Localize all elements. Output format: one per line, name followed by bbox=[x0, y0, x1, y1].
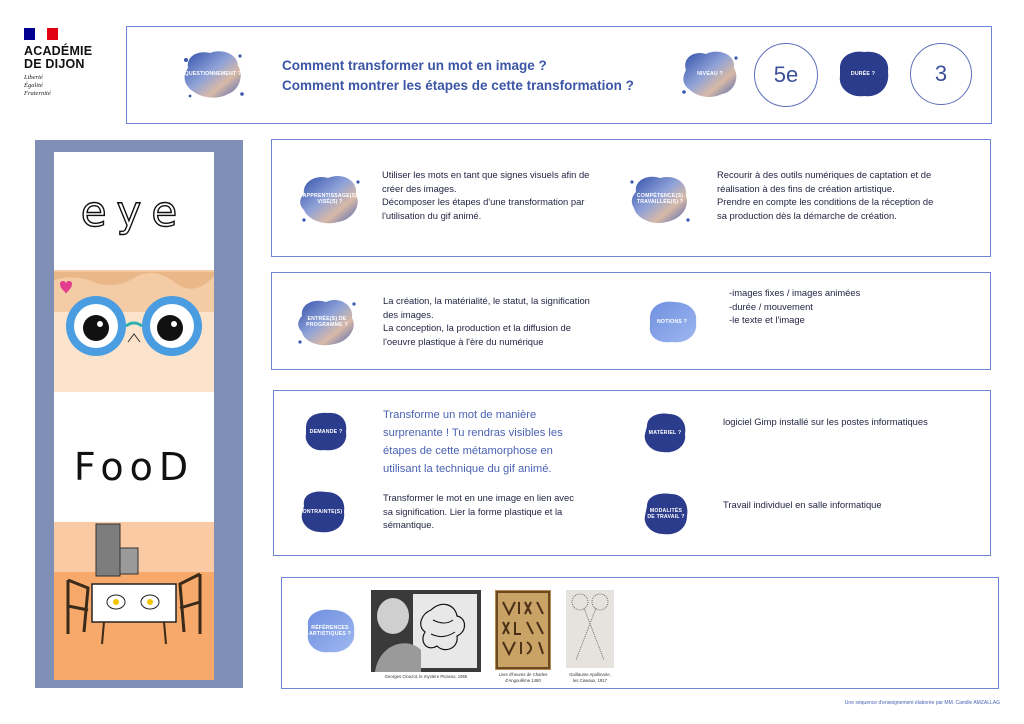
questionnement-blob bbox=[180, 46, 246, 102]
duree-blob bbox=[834, 46, 892, 102]
duree-value: 3 bbox=[910, 43, 972, 105]
reference-caption-picasso: Georges Clouzot, le mystère Picasso, 1955 bbox=[384, 674, 468, 679]
reference-image-picasso bbox=[371, 590, 481, 672]
questionnement-label: QUESTIONNEMENT ? bbox=[184, 70, 242, 77]
demande-label: DEMANDE ? bbox=[309, 428, 343, 435]
question-line-1: Comment transformer un mot en image ? bbox=[282, 58, 547, 73]
work-eye-drawing bbox=[54, 270, 214, 392]
demande-text: Transforme un mot de manière surprenante ! Tu rendras visibles les étapes de cette métamorphose en utilisant la technique du gif animé. bbox=[383, 409, 563, 475]
reference-image-livre-heures bbox=[495, 590, 551, 670]
competences-text: Recourir à des outils numériques de captation et de réalisation à des fins de création artistique. Prendre en compte les conditions de la réception de sa production dès la démarche de création. bbox=[717, 169, 934, 221]
apprentissages-label: APPRENTISSAGE(S) VISÉ(S) ? bbox=[302, 192, 358, 205]
modalites-label: MODALITÉS DE TRAVAIL ? bbox=[647, 507, 685, 520]
contraintes-label: CONTRAINTE(S) ? bbox=[298, 508, 348, 515]
footer-credit: Une séquence d'enseignement élaborée par MM. Camille AMZALLAG bbox=[844, 700, 1000, 706]
apprentissages-text: Utiliser les mots en tant que signes visuels afin de créer des images. Décomposer les étapes d'une transformation par l'utilisation du gif animé. bbox=[382, 169, 590, 221]
apprentissages-blob bbox=[296, 170, 364, 228]
materiel-label: MATÉRIEL ? bbox=[648, 429, 682, 436]
logo-title-line1: ACADÉMIE bbox=[24, 44, 93, 58]
notions-label: NOTIONS ? bbox=[656, 318, 688, 325]
notions-blob bbox=[644, 298, 700, 346]
work-food-drawing bbox=[54, 522, 214, 680]
demande-blob bbox=[302, 410, 350, 454]
references-blob bbox=[302, 606, 358, 656]
competences-blob bbox=[626, 170, 694, 228]
notions-text: -images fixes / images animées -durée / mouvement -le texte et l'image bbox=[729, 287, 861, 325]
modalites-text: Travail individuel en salle informatique bbox=[723, 499, 882, 510]
modalites-blob bbox=[641, 490, 691, 538]
materiel-blob bbox=[641, 410, 689, 456]
logo-motto: Liberté Égalité Fraternité bbox=[24, 74, 51, 97]
niveau-blob bbox=[678, 46, 742, 102]
reference-caption-ciseaux: Guillaume Apollinaire, les Ciseaux, 1917 bbox=[569, 672, 611, 683]
entrees-label: ENTRÉE(S) DE PROGRAMME ? bbox=[306, 315, 348, 328]
contraintes-blob bbox=[298, 488, 348, 536]
duree-label: DURÉE ? bbox=[850, 70, 876, 77]
niveau-value: 5e bbox=[754, 43, 818, 107]
flag-icon bbox=[24, 28, 58, 40]
entrees-blob bbox=[294, 294, 360, 350]
logo-title-line2: DE DIJON bbox=[24, 57, 85, 71]
competences-label: COMPÉTENCE(S) TRAVAILLÉE(S) ? bbox=[636, 192, 684, 205]
work-eye-word bbox=[54, 152, 214, 270]
reference-image-ciseaux bbox=[566, 590, 614, 668]
niveau-label: NIVEAU ? bbox=[697, 70, 723, 77]
reference-caption-livre-heures: Livre d'heures de Charles d'Angoulême 1480 bbox=[498, 672, 548, 683]
entrees-text: La création, la matérialité, le statut, la signification des images. La conception, la production et la diffusion de l'oeuvre plastique à l'ère du numérique bbox=[383, 295, 590, 347]
question-line-2: Comment montrer les étapes de cette transformation ? bbox=[282, 78, 634, 93]
contraintes-text: Transformer le mot en une image en lien avec sa signification. Lier la forme plastique et la sémantique. bbox=[383, 492, 574, 530]
section-programme bbox=[271, 272, 991, 370]
references-label: RÉFÉRENCES ARTISTIQUES ? bbox=[308, 624, 352, 637]
word-food-text: FooD bbox=[73, 445, 195, 489]
word-eye-text: eye bbox=[80, 187, 188, 236]
header-question bbox=[282, 56, 634, 96]
materiel-text: logiciel Gimp installé sur les postes informatiques bbox=[723, 416, 928, 427]
work-food-word bbox=[54, 392, 214, 522]
academie-logo bbox=[24, 28, 124, 98]
